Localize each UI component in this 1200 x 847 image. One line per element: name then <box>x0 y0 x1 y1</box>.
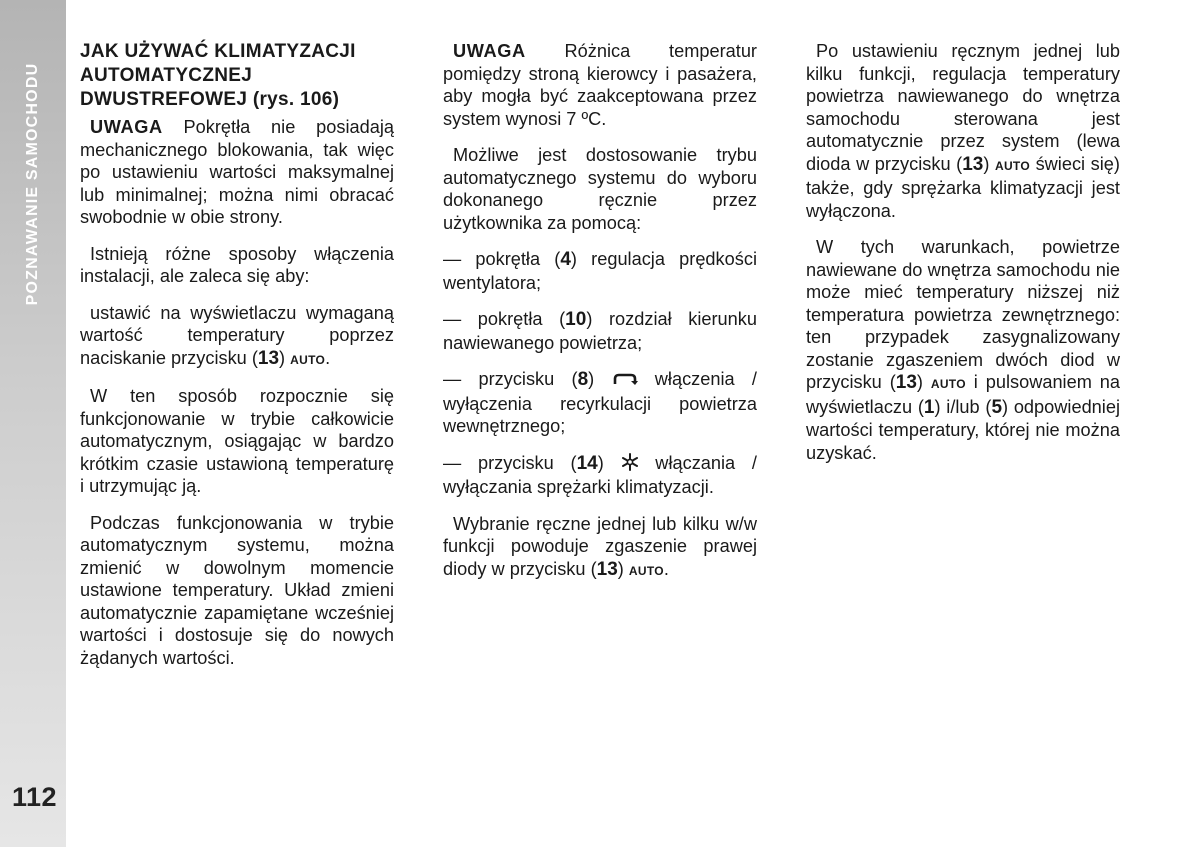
warning-label: UWAGA <box>453 41 526 61</box>
ref-number: 13 <box>962 153 984 175</box>
ref-number: 13 <box>895 372 917 393</box>
ref-number: 13 <box>257 347 280 369</box>
recirculation-icon <box>612 370 638 393</box>
paragraph-warning-knobs: UWAGA Pokrętła nie posiadają mechanicznego blokowania, tak więc po ustawieniu wartości maksymalnej lub minimalnej; można nimi obracać swobodnie w obie strony. <box>80 117 394 227</box>
ref-number: 13 <box>596 558 618 580</box>
paragraph-intro: Istnieją różne sposoby włączenia instalacji, ale zaleca się aby: <box>80 243 394 286</box>
sidebar <box>0 0 66 847</box>
section-title: POZNAWANIE SAMOCHODU <box>24 62 41 306</box>
ref-number: 1 <box>923 396 935 418</box>
paragraph-warning-difference: UWAGA Różnica temperatur pomiędzy stroną kierowcy i pasażera, aby mogła być zaakceptowana przez system wynosi 7 ºC. <box>443 41 757 129</box>
paragraph-outside-temperature: W tych warunkach, powietrze nawiewane do wnętrza samochodu nie może mieć temperatury niższej niż temperatura powietrza zewnętrznego: ten przypadek zasygnalizowany zostanie zgaszeniem dwóch diod w przycisku (13) AUTO i pulsowaniem na wyświetlaczu (1) i/lub (5) odpowiedniej wartości temperatury, której nie można uzyskać. <box>806 237 1120 463</box>
text-column-2 <box>443 40 757 596</box>
list-item-distribution-knob: — pokrętła (10) rozdział kierunku nawiewanego powietrza; <box>443 309 757 353</box>
paragraph-set-temperature: ustawić na wyświetlaczu wymaganą wartość temperatury poprzez naciskanie przycisku (13) AUTO. <box>80 302 394 369</box>
warning-label: UWAGA <box>90 117 163 137</box>
auto-label: AUTO <box>995 158 1030 173</box>
paragraph-manual-adjust: Możliwe jest dostosowanie trybu automatycznego systemu do wyboru dokonanego ręcznie przez użytkownika za pomocą: <box>443 145 757 233</box>
paragraph-led-off: Wybranie ręczne jednej lub kilku w/w funkcji powoduje zgaszenie prawej diody w przycisku (13) AUTO. <box>443 513 757 580</box>
ref-number: 8 <box>577 369 589 390</box>
paragraph-automatic-mode: W ten sposób rozpocznie się funkcjonowanie w trybie całkowicie automatycznym, osiągając w bardzo krótkim czasie ustawioną temperaturę i utrzymując ją. <box>80 386 394 496</box>
list-item-fan-knob: — pokrętła (4) regulacja prędkości wentylatora; <box>443 249 757 293</box>
ref-number: 5 <box>991 396 1003 418</box>
page-number: 112 <box>12 782 58 812</box>
heading-figure-ref: (rys. 106) <box>252 89 340 110</box>
auto-label: AUTO <box>628 563 664 578</box>
ref-number: 14 <box>576 452 598 474</box>
snowflake-icon <box>621 453 639 477</box>
paragraph-manual-functions: Po ustawieniu ręcznym jednej lub kilku funkcji, regulacja temperatury powietrza nawiewanego do wnętrza samochodu sterowana jest automatycznie przez system (lewa dioda w przycisku (13) AUTO świeci się) także, gdy sprężarka klimatyzacji jest wyłączona. <box>806 41 1120 221</box>
ref-number: 4 <box>560 249 571 270</box>
text-column-1 <box>80 40 394 683</box>
section-heading <box>80 40 394 112</box>
heading-title: JAK UŻYWAĆ KLIMATYZACJI AUTOMATYCZNEJ DWUSTREFOWEJ <box>80 41 356 110</box>
auto-label: AUTO <box>290 352 326 367</box>
list-item-recirculation-button: — przycisku (8) włączenia / wyłączenia recyrkulacji powietrza wewnętrznego; <box>443 369 757 436</box>
auto-label: AUTO <box>930 377 966 391</box>
text-column-3 <box>806 40 1120 478</box>
ref-number: 10 <box>565 309 587 330</box>
paragraph-change-temperature: Podczas funkcjonowania w trybie automatycznym systemu, można zmienić w dowolnym momencie ustawione temperatury. Układ zmieni automatycznie zapamiętane wcześniej wartości i dostosuje się do nowych żądanych wartości. <box>80 512 394 668</box>
list-item-compressor-button: — przycisku (14) włączania / wyłączania sprężarki klimatyzacji. <box>443 452 757 497</box>
